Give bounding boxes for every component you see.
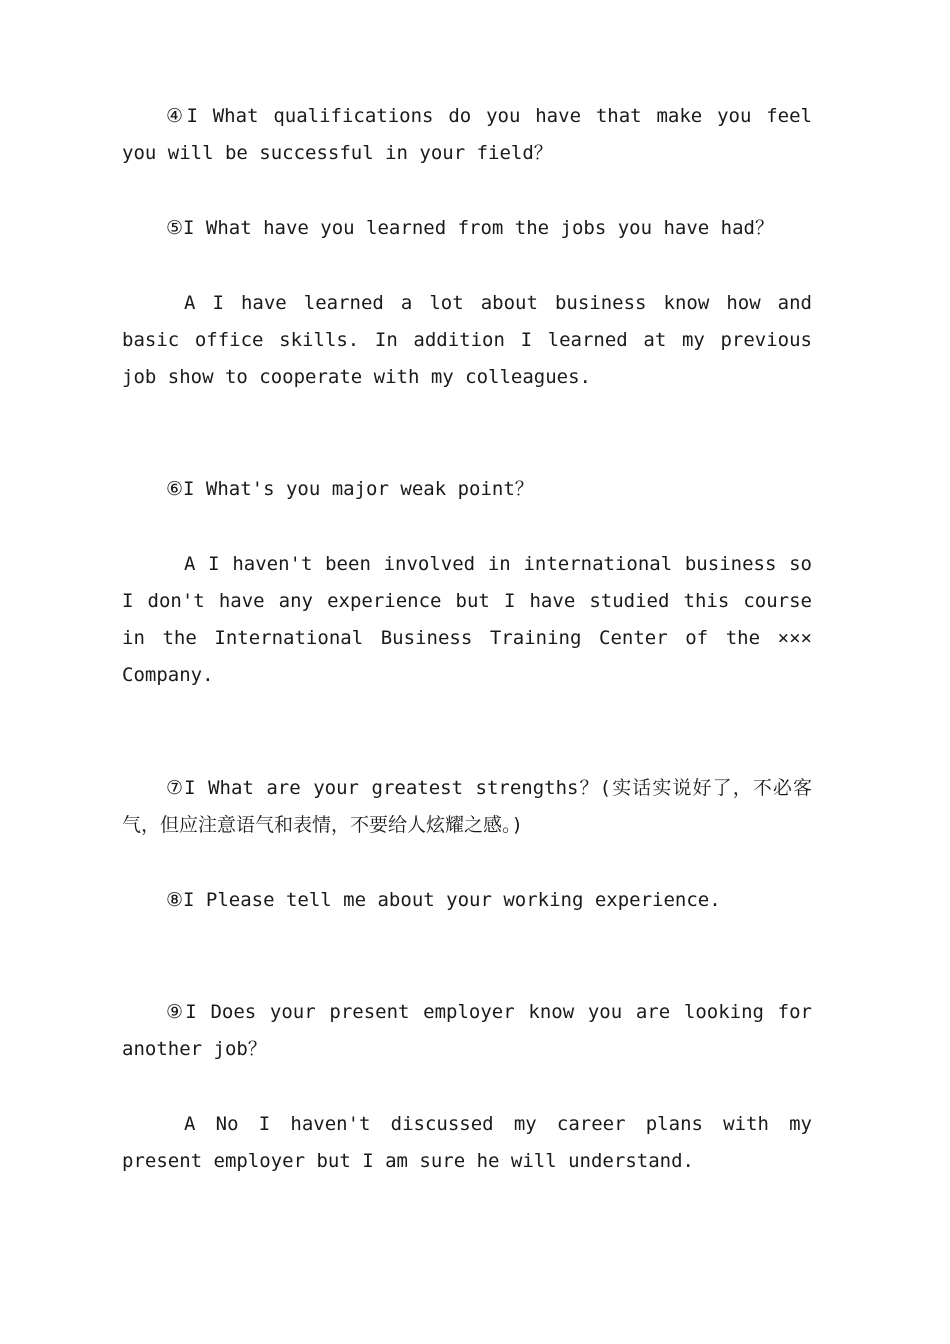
question-5: ⑤I What have you learned from the jobs you have had？ (166, 217, 774, 239)
question-6: ⑥I What's you major weak point？ (166, 478, 534, 500)
question-8: ⑧I Please tell me about your working experience. (166, 889, 721, 911)
answer-9: A No I haven't discussed my career plans with my present employer but I am sure he will understand. (122, 1113, 812, 1172)
question-4: ④I What qualifications do you have that make you feel you will be successful in your field？ (122, 105, 812, 164)
question-7: ⑦I What are your greatest strengths？(实话实说好了，不必客气，但应注意语气和表情，不要给人炫耀之感。) (122, 777, 812, 836)
answer-6: A I haven't been involved in international business so I don't have any experience but I have studied this course in the International Business Training Center of the ××× Company. (122, 553, 812, 686)
question-9: ⑨I Does your present employer know you are looking for another job？ (122, 1001, 812, 1060)
answer-5: A I have learned a lot about business know how and basic office skills. In addition I learned at my previous job show to cooperate with my colleagues. (122, 292, 812, 388)
